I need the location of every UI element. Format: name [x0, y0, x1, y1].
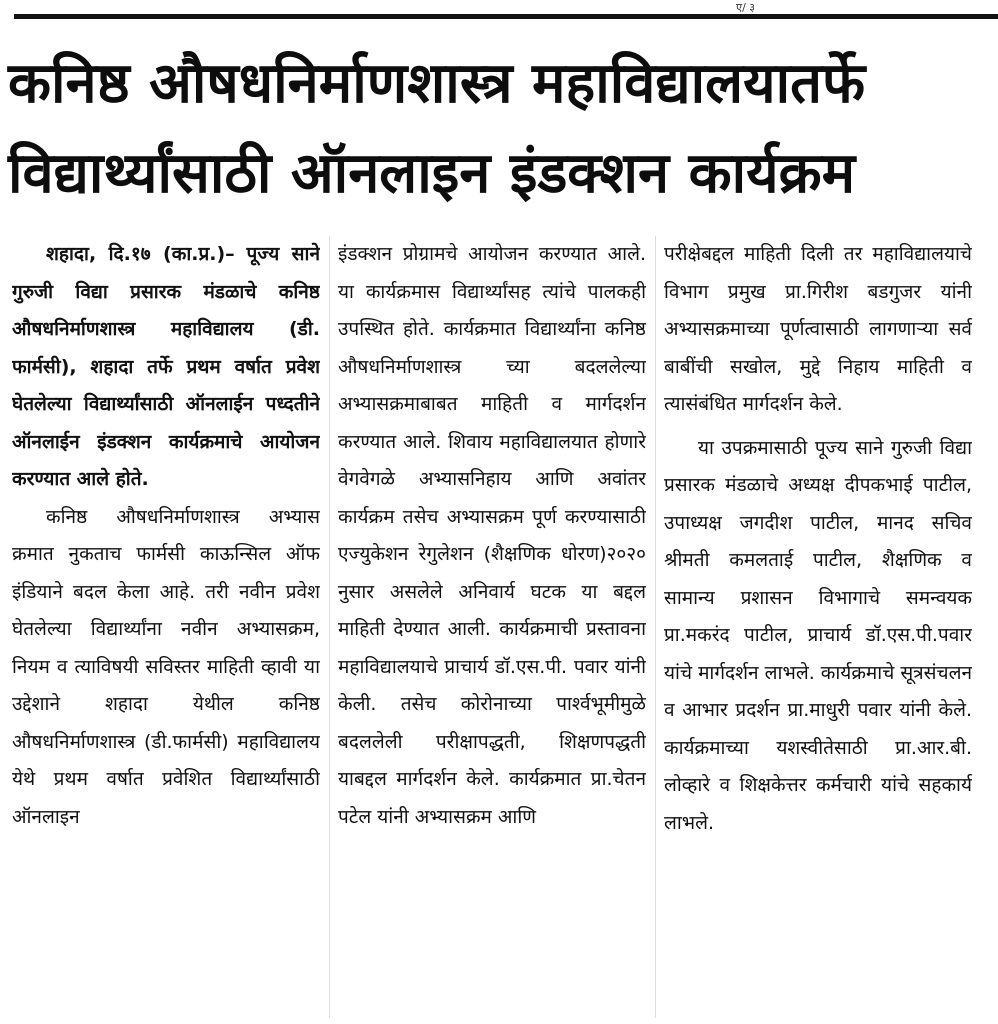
column-divider: [329, 236, 330, 1018]
headline-line-2: विद्यार्थ्यांसाठी ऑनलाइन इंडक्शन कार्यक्रम: [8, 141, 856, 206]
article-body: [12, 236, 972, 1018]
article-column-2: [338, 236, 646, 1018]
article-column-3: [664, 236, 972, 1018]
column-3-paragraph-2: या उपक्रमासाठी पूज्य साने गुरुजी विद्या प्रसारक मंडळाचे अध्यक्ष दीपकभाई पाटील, उपाध्यक्ष जगदीश पाटील, मानद सचिव श्रीमती कमलताई पाटील, शैक्षणिक व सामान्य प्रशासन विभागाचे समन्वयक प्रा.मकरंद पाटील, प्राचार्य डॉ.एस.पी.पवार यांचे मार्गदर्शन लाभले. कार्यक्रमाचे सूत्रसंचलन व आभार प्रदर्शन प्रा.माधुरी पवार यांनी केले. कार्यक्रमाच्या यशस्वीतेसाठी प्रा.आर.बी. लोव्हारे व शिक्षकेत्तर कर्मचारी यांचे सहकार्य लाभले.: [664, 436, 972, 834]
lead-paragraph: [12, 236, 320, 499]
page-corner-mark: ए/ ३: [736, 1, 756, 14]
header-rule: [14, 14, 998, 19]
lead-text: पूज्य साने गुरुजी विद्या प्रसारक मंडळाचे कनिष्ठ औषधनिर्माणशास्त्र महाविद्यालय (डी. फार्मसी), शहादा तर्फे प्रथम वर्षात प्रवेश घेतलेल्या विद्यार्थ्यांसाठी ऑनलाईन पध्दतीने ऑनलाईन इंडक्शन कार्यक्रमाचे आयोजन करण्यात आले होते.: [12, 243, 320, 490]
dateline: शहादा, दि.१७ (का.प्र.)–: [46, 243, 235, 265]
column-2-paragraph: इंडक्शन प्रोग्रामचे आयोजन करण्यात आले. या कार्यक्रमास विद्यार्थ्यांसह त्यांचे पालकही उपस्थित होते. कार्यक्रमात विद्यार्थ्यांना कनिष्ठ औषधनिर्माणशास्त्र च्या बदललेल्या अभ्यासक्रमाबाबत माहिती व मार्गदर्शन करण्यात आले. शिवाय महाविद्यालयात होणारे वेगवेगळे अभ्यासनिहाय आणि अवांतर कार्यक्रम तसेच अभ्यासक्रम पूर्ण करण्यासाठी एज्युकेशन रेगुलेशन (शैक्षणिक धोरण)२०२० नुसार असलेले अनिवार्य घटक या बद्दल माहिती देण्यात आली. कार्यक्रमाची प्रस्तावना महाविद्यालयाचे प्राचार्य डॉ.एस.पी. पवार यांनी केली. तसेच कोरोनाच्या पार्श्वभूमीमुळे बदललेली परीक्षापद्धती, शिक्षणपद्धती याबद्दल मार्गदर्शन केले. कार्यक्रमात प्रा.चेतन पटेल यांनी अभ्यासक्रम आणि: [338, 243, 646, 828]
column-3-paragraph-1: परीक्षेबद्दल माहिती दिली तर महाविद्यालयाचे विभाग प्रमुख प्रा.गिरीश बडगुजर यांनी अभ्यासक्रमाच्या पूर्णत्वासाठी लागणाऱ्या सर्व बाबींची सखोल, मुद्दे निहाय माहिती व त्यासंबंधित मार्गदर्शन केले.: [664, 243, 972, 415]
article-column-1: [12, 236, 320, 1018]
headline-line-1: कनिष्ठ औषधनिर्माणशास्त्र महाविद्यालयातर्फे: [8, 51, 866, 116]
column-1-paragraph-2: कनिष्ठ औषधनिर्माणशास्त्र अभ्यास क्रमात नुकताच फार्मसी काऊन्सिल ऑफ इंडियाने बदल केला आहे. तरी नवीन प्रवेश घेतलेल्या विद्यार्थ्यांना नवीन अभ्यासक्रम, नियम व त्याविषयी सविस्तर माहिती व्हावी या उद्देशाने शहादा येथील कनिष्ठ औषधनिर्माणशास्त्र (डी.फार्मसी) महाविद्यालय येथे प्रथम वर्षात प्रवेशित विद्यार्थ्यांसाठी ऑनलाइन: [12, 505, 320, 828]
column-divider: [655, 236, 656, 1018]
